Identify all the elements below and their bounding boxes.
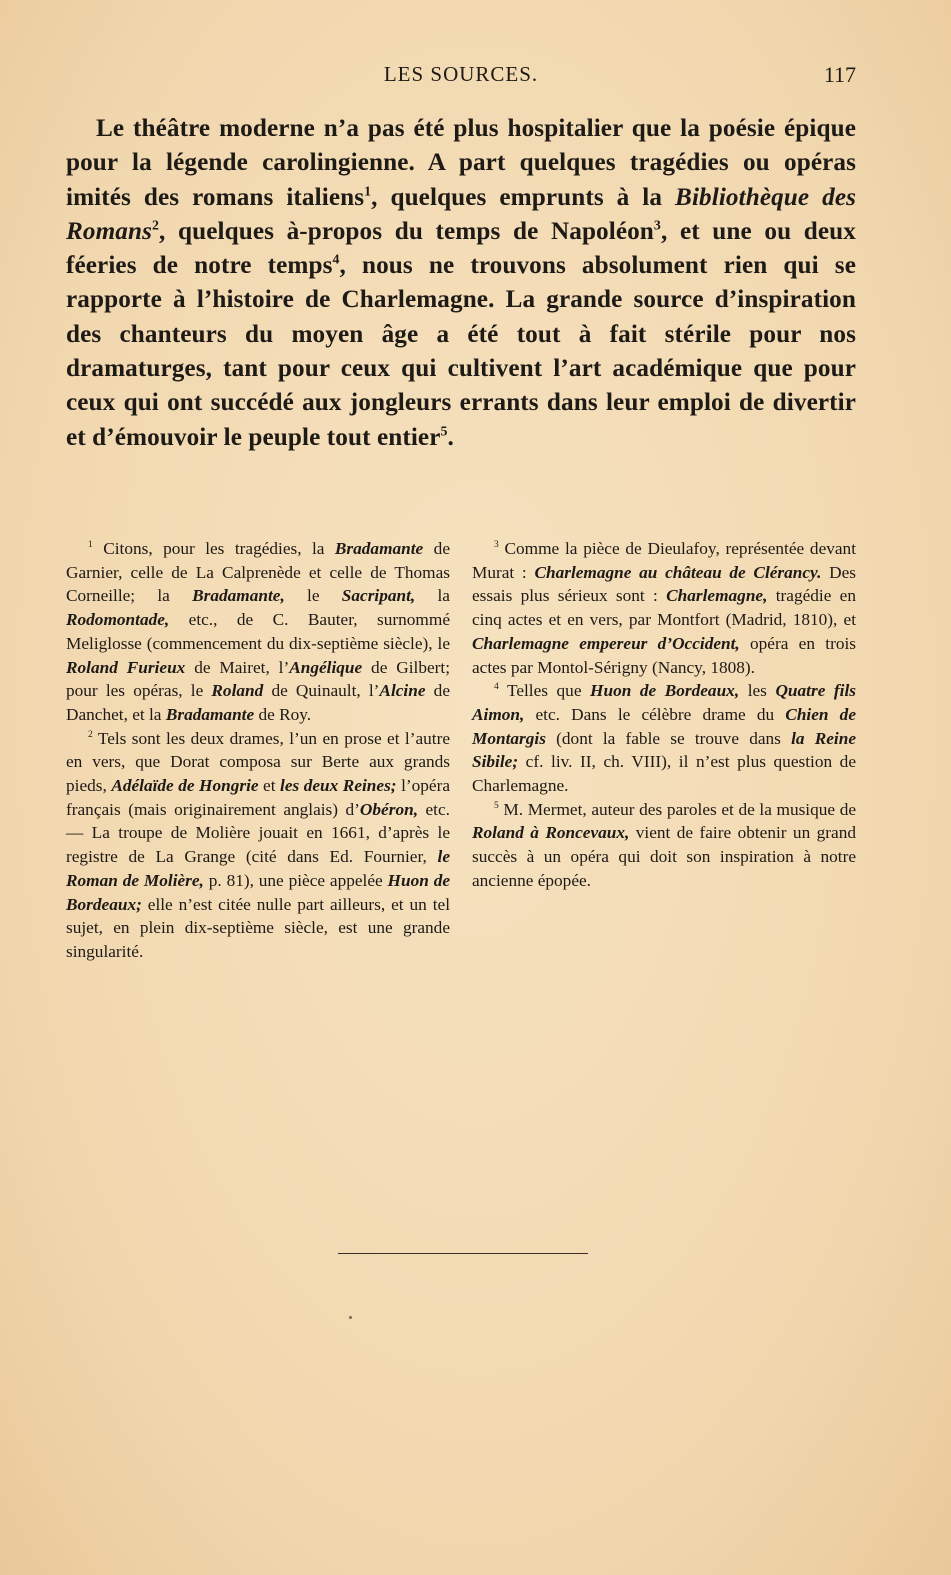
footnote-italic: Chien de Montargis [472, 704, 856, 748]
footnote-ref: 3 [653, 217, 661, 233]
footnote-2 [66, 727, 450, 964]
footnote-ref: 1 [364, 183, 372, 199]
footnote-text: (dont la fable se trouve dans [545, 728, 792, 748]
print-speck [349, 1316, 352, 1319]
footnote-text: Citons, pour les tragédies, la [92, 539, 335, 558]
footnote-italic: Quatre fils Aimon, [472, 681, 856, 724]
footnote-text: cf. liv. II, ch. VIII), il n’est plus question de Charlemagne. [472, 752, 856, 796]
footnote-text: et [258, 776, 281, 796]
footnote-text: les [739, 681, 776, 701]
footnote-italic: Bradamante, [192, 586, 285, 606]
footnotes-right-column [472, 537, 856, 964]
running-title: LES SOURCES. [383, 62, 539, 86]
footnote-ref: 5 [440, 423, 448, 439]
main-text-run: , quelques emprunts à la [371, 183, 676, 211]
footnote-text: etc. — La troupe de Molière jouait en 1661, d’après le registre de La Grange (cité dans Ed. Fournier, [66, 799, 450, 867]
main-text-run: Le théâtre moderne n’a pas été plus hospitalier que la poésie épique pour la légende carolingienne. A part quelques tragédies ou opéras imités des romans italiens [66, 115, 856, 211]
footnote-3 [472, 537, 856, 679]
footnote-italic: Bradamante [165, 704, 255, 724]
footnote-italic: Angélique [289, 657, 363, 677]
footnote-4 [472, 679, 856, 798]
footnote-text: Telles que [498, 681, 591, 701]
footnote-text: de Danchet, et la [66, 681, 450, 724]
footnote-text: de Garnier, celle de La Calprenède et celle de Thomas Corneille; la [66, 539, 450, 606]
footnote-italic: Obéron, [359, 799, 419, 819]
footnote-text: Tels sont les deux drames, l’un en prose et l’autre en vers, que Dorat composa sur Berte aux grands pieds, [66, 728, 450, 796]
footnote-text: etc. Dans le célèbre drame du [524, 704, 786, 724]
footnote-text: p. 81), une pièce appelée [203, 870, 388, 890]
italic-title: Bibliothèque des Romans [66, 183, 857, 245]
footnote-italic: Bradamante [334, 539, 424, 558]
footnote-text: le [284, 586, 342, 606]
footnote-mark: 4 [494, 682, 499, 693]
footnote-text: elle n’est citée nulle part ailleurs, et un tel sujet, en plein dix-septième siècle, est une grande singularité. [66, 894, 450, 961]
footnote-text: de Gilbert; pour les opéras, le [66, 657, 450, 701]
footnote-text: de Quinault, l’ [263, 681, 380, 701]
footnote-italic: Rodomontade, [66, 610, 170, 630]
footnote-text: etc., de C. Bauter, surnommé Meliglosse (commencement du dix-septième siècle), le [66, 610, 450, 653]
footnote-5 [472, 798, 856, 893]
footnote-italic: Charlemagne, [666, 586, 768, 606]
footnote-text: opéra en trois actes par Montol-Sérigny (Nancy, 1808). [472, 633, 856, 677]
footnote-ref: 2 [152, 217, 160, 233]
main-text-run: , quelques à-propos du temps de Napoléon [159, 217, 654, 245]
footnote-italic: Charlemagne au château de Clérancy. [534, 562, 822, 582]
footnote-italic: les deux Reines; [280, 776, 397, 796]
footnote-1 [66, 537, 450, 727]
footnote-italic: Huon de Bordeaux, [590, 681, 740, 701]
main-paragraph [66, 112, 856, 455]
footnote-text: l’opéra français (mais originairement anglais) d’ [66, 776, 450, 819]
footnotes [66, 537, 856, 964]
footnote-text: la [415, 586, 450, 606]
footnote-italic: Alcine [379, 681, 426, 701]
footnote-text: tragédie en cinq actes et en vers, par Montfort (Madrid, 1810), et [472, 586, 856, 630]
footnote-italic: Sacripant, [341, 586, 416, 606]
footnote-italic: Roland [211, 681, 264, 701]
footnote-italic: Roland à Roncevaux, [472, 823, 630, 843]
footnote-italic: le Roman de Molière, [66, 847, 450, 890]
footnote-italic: Huon de Bordeaux; [66, 870, 451, 914]
footnote-text: Comme la pièce de Dieulafoy, représentée devant Murat : [472, 539, 856, 582]
footnote-ref: 4 [332, 251, 340, 267]
footnote-italic: Charlemagne empereur d’Occident, [472, 633, 740, 653]
footnote-text: vient de faire obtenir un grand succès à un opéra qui doit son inspiration à notre ancienne épopée. [472, 823, 856, 890]
footnote-text: de Mairet, l’ [185, 657, 290, 677]
main-text-run: , et une ou deux féeries de notre temps [66, 217, 856, 280]
footnote-text: de Roy. [254, 704, 312, 724]
main-text-run: . [447, 423, 454, 451]
footnote-mark: 3 [494, 540, 499, 551]
footnote-mark: 5 [494, 800, 499, 811]
footnote-italic: Roland Furieux [66, 657, 186, 677]
footnote-mark: 1 [88, 540, 93, 551]
footnote-mark: 2 [88, 729, 93, 740]
footnotes-left-column [66, 537, 450, 964]
main-text-run: , nous ne trouvons absolument rien qui se rapporte à l’histoire de Charlemagne. La grande source d’inspiration des chanteurs du moyen âge a été tout à fait stérile pour nos dramaturges, tant pour ceux qui cultivent l’art académique que pour ceux qui ont succédé aux jongleurs errants dans leur emploi de divertir et d’émouvoir le peuple tout entier [66, 252, 856, 451]
footnote-italic: la Reine Sibile; [472, 728, 857, 772]
page-header [66, 62, 856, 94]
footnote-text: Des essais plus sérieux sont : [472, 562, 856, 606]
footnote-italic: Adélaïde de Hongrie [111, 776, 259, 796]
page-number: 117 [823, 62, 856, 87]
separator-line [338, 1253, 588, 1254]
footnote-text: M. Mermet, auteur des paroles et de la musique de [498, 799, 856, 819]
